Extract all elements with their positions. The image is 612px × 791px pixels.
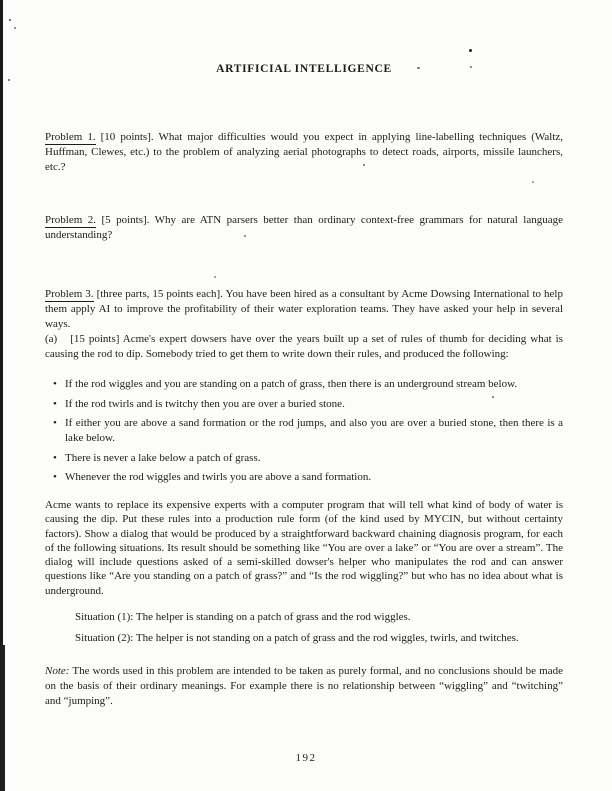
scan-speck <box>214 276 216 278</box>
situation-2-text: The helper is not standing on a patch of grass and the rod wiggles, twirls, and twitches. <box>135 632 519 644</box>
problem-3 <box>45 287 563 332</box>
problem-1-text: [10 points]. What major difficulties would you expect in applying line-labelling techniques (Waltz, Huffman, Clewes, etc.) to the problem of analyzing aerial photographs to detect roads, airports, missile launchers, etc.? <box>45 131 564 173</box>
situation-2 <box>45 631 563 646</box>
bullet-icon: • <box>53 378 57 390</box>
bullet-icon: • <box>53 451 57 464</box>
rule-text: If the rod twirls and is twitchy then you are over a buried stone. <box>65 397 345 410</box>
discussion-paragraph: Acme wants to replace its expensive experts with a computer program that will tell what kind of body of water is causing the dip. Put these rules into a production rule form (of the kind used by MYCIN, but without certainty factors). Show a dialog that would be produced by a straightforward backward chaining diagnosis program, for each of the following situations. Its result should be something like “You are over a lake” or “You are over a stream”. The dialog will include questions asked of a semi-skilled dowser's helper who manipulates the rod and can answer questions like “Are you standing on a patch of grass?” and “Is the rod wiggling?” but who has no idea about what is underground. <box>45 499 563 597</box>
rule-text: If the rod wiggles and you are standing on a patch of grass, then there is an underground stream below. <box>65 378 518 390</box>
problem-3-text: [three parts, 15 points each]. You have been hired as a consultant by Acme Dowsing International to help them apply AI to improve the profitability of their water exploration teams. They have asked your help in several ways. <box>45 288 563 330</box>
rule-text: Whenever the rod wiggles and twirls you are above a sand formation. <box>65 471 372 483</box>
page-number: 192 <box>295 752 317 764</box>
rule-item <box>45 377 563 392</box>
part-a-intro-text: Acme's expert dowsers have over the years built up a set of rules of thumb for deciding what is causing the rod to dip. Somebody tried to get them to write down their rules, and produced the following: <box>45 333 563 360</box>
scan-edge-artifact-bottom <box>0 645 5 791</box>
scan-speck <box>469 49 472 52</box>
problem-2-label: Problem 2. <box>45 214 96 226</box>
problem-1 <box>45 130 563 175</box>
problem-1-label: Problem 1. <box>45 131 96 143</box>
problem-3-label: Problem 3. <box>45 288 94 300</box>
situations-block <box>45 610 563 652</box>
scan-speck <box>532 181 534 183</box>
rule-text: There is never a lake below a patch of grass. <box>65 451 261 464</box>
note-label: Note: <box>45 665 70 677</box>
situation-2-label: Situation (2): <box>75 632 134 644</box>
situation-1 <box>45 610 563 625</box>
part-a-intro <box>45 332 563 362</box>
bullet-icon: • <box>53 471 57 483</box>
page-title: ARTIFICIAL INTELLIGENCE <box>216 63 392 75</box>
scan-speck <box>14 27 16 29</box>
note-text: The words used in this problem are intended to be taken as purely formal, and no conclusions should be made on the basis of their ordinary meanings. For example there is no relationship between “wiggling” and “twitching” and “jumping”. <box>45 665 563 707</box>
bullet-icon: • <box>53 397 57 410</box>
rule-item <box>45 397 563 412</box>
situation-1-text: The helper is standing on a patch of grass and the rod wiggles. <box>135 611 411 623</box>
note-paragraph <box>45 664 563 708</box>
rule-item <box>45 470 563 485</box>
rules-list <box>45 377 563 490</box>
rule-item <box>45 451 563 466</box>
rule-item <box>45 416 563 446</box>
rule-text: If either you are above a sand formation or the rod jumps, and also you are over a buried stone, then there is a lake below. <box>65 417 563 444</box>
problem-2-text: [5 points]. Why are ATN parsers better than ordinary context-free grammars for natural language understanding? <box>45 214 563 241</box>
part-a-label: (a) <box>45 333 58 345</box>
problem-2 <box>45 213 563 243</box>
part-a-points: [15 points] <box>70 333 120 345</box>
situation-1-label: Situation (1): <box>75 611 134 623</box>
scan-speck <box>8 79 10 81</box>
bullet-icon: • <box>53 417 57 429</box>
scan-speck <box>9 19 11 21</box>
